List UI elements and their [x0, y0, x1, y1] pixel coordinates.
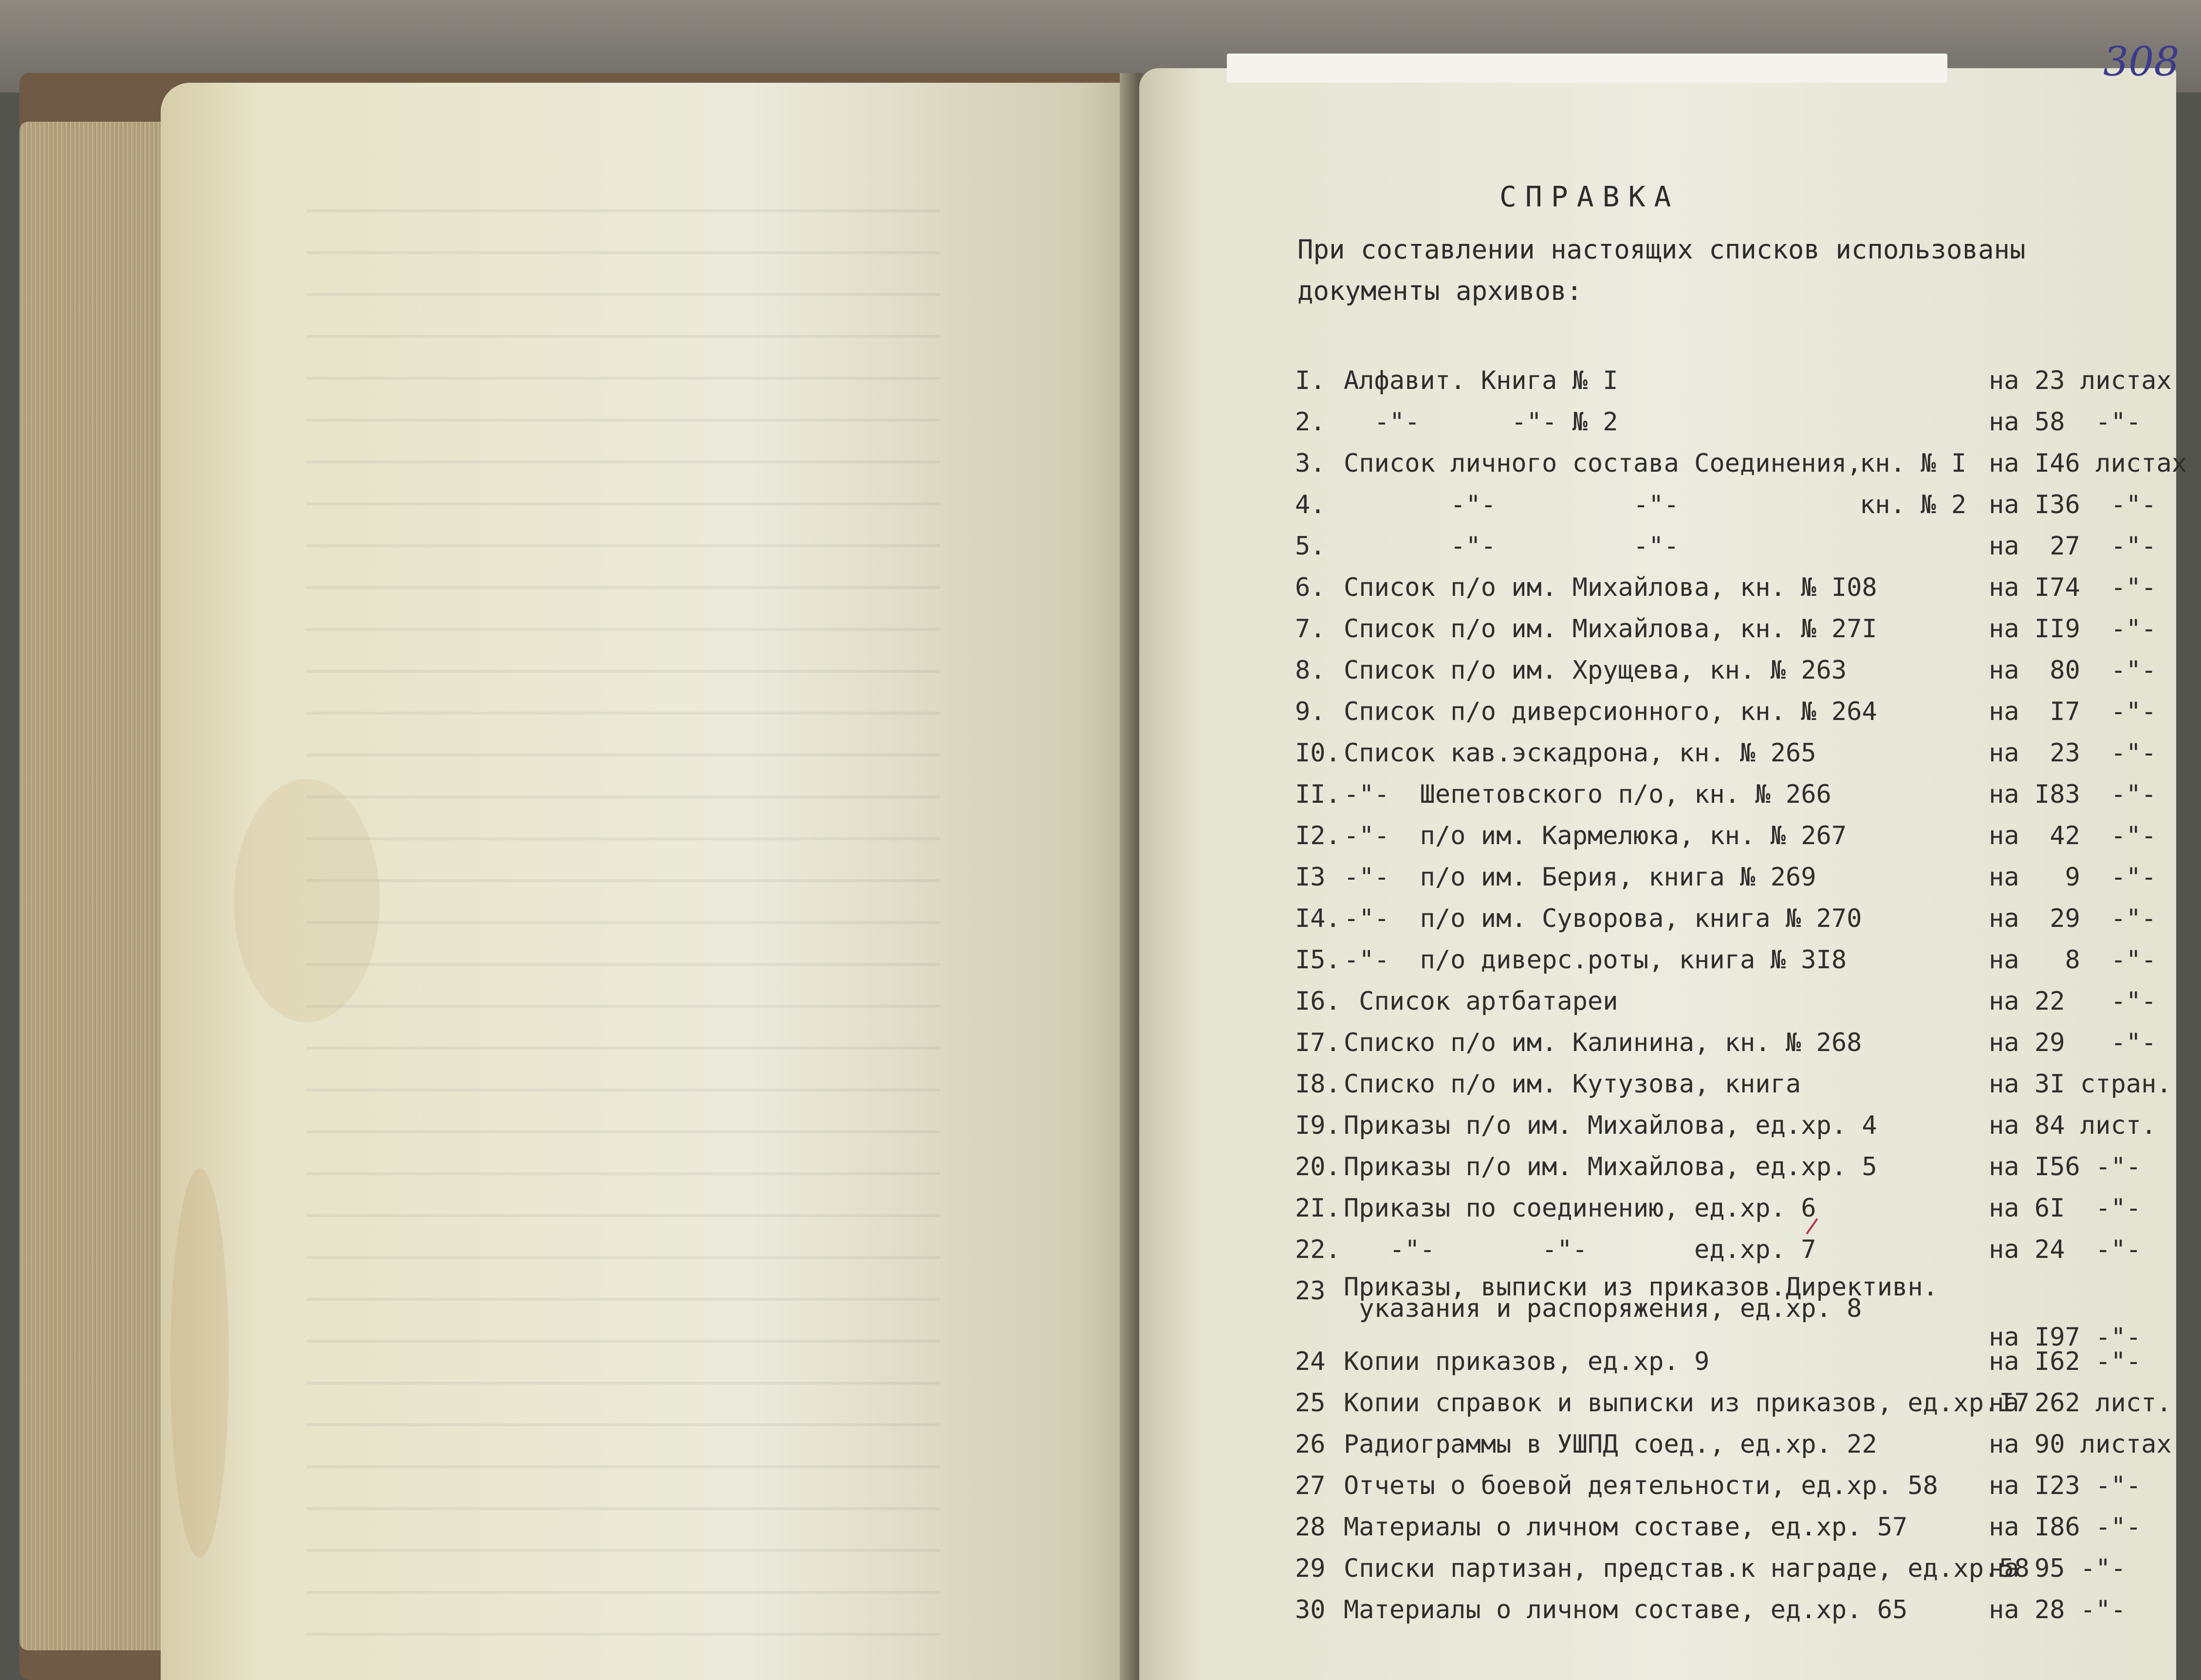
list-item	[1295, 1347, 2201, 1388]
item-sheet-count: на 8 -"-	[1989, 945, 2157, 975]
list-item	[1295, 1152, 2201, 1194]
item-number: 2I.	[1295, 1194, 1341, 1223]
page-stain	[170, 1168, 229, 1558]
item-description: Материалы о личном составе, ед.хр. 57	[1344, 1513, 1908, 1542]
item-number: 3.	[1295, 449, 1326, 478]
item-number: 6.	[1295, 573, 1326, 602]
item-sheet-count: на 23 листах	[1989, 366, 2172, 395]
bleed-through-text	[307, 209, 940, 1670]
list-item	[1295, 945, 2201, 987]
item-number: I9.	[1295, 1111, 1341, 1140]
item-description: -"- -"- № 2	[1344, 407, 1618, 437]
item-sheet-count: на I62 -"-	[1989, 1347, 2142, 1376]
item-number: 5.	[1295, 532, 1326, 561]
item-sheet-count: на 22 -"-	[1989, 987, 2157, 1016]
item-description: Список артбатареи	[1344, 987, 1618, 1016]
item-sheet-count: на I86 -"-	[1989, 1513, 2142, 1542]
item-number: I8.	[1295, 1070, 1341, 1099]
list-item	[1295, 490, 2201, 532]
list-item	[1295, 1111, 2201, 1152]
item-sheet-count: на 27 -"-	[1989, 532, 2157, 561]
list-item	[1295, 1430, 2201, 1471]
item-description: Список п/о им. Михайлова, кн. № I08	[1344, 573, 1877, 602]
item-number: I3	[1295, 863, 1326, 892]
item-description: Списко п/о им. Калинина, кн. № 268	[1344, 1028, 1862, 1057]
item-sheet-count: на 80 -"-	[1989, 656, 2157, 685]
list-item	[1295, 614, 2201, 656]
list-item	[1295, 738, 2201, 780]
item-description: -"- п/о диверс.роты, книга № 3I8	[1344, 945, 1847, 975]
item-number: 29	[1295, 1554, 1326, 1583]
item-number: 25	[1295, 1388, 1326, 1418]
item-description: Приказы п/о им. Михайлова, ед.хр. 5	[1344, 1152, 1877, 1182]
item-sheet-count: на 58 -"-	[1989, 407, 2142, 437]
item-number: 2.	[1295, 407, 1326, 437]
item-description: Список личного состава Соединения,	[1344, 449, 1862, 478]
handwritten-folio-number: 308	[2103, 39, 2180, 85]
item-number: 28	[1295, 1513, 1326, 1542]
item-number: 4.	[1295, 490, 1326, 519]
list-item	[1295, 573, 2201, 614]
item-sheet-count: на 29 -"-	[1989, 1028, 2157, 1057]
item-sheet-count: на I83 -"-	[1989, 780, 2157, 809]
item-sheet-count: на I7 -"-	[1989, 697, 2157, 726]
book-page-edges	[19, 122, 166, 1650]
item-description: -"- -"-	[1344, 532, 1679, 561]
item-sheet-count: на I97 -"-	[1989, 1323, 2142, 1352]
list-item	[1295, 1595, 2201, 1637]
item-description: Копии справок и выписки из приказов, ед.хр.I7	[1344, 1388, 2030, 1418]
item-description: Отчеты о боевой деятельности, ед.хр. 58	[1344, 1471, 1938, 1500]
list-item	[1295, 863, 2201, 904]
item-description: Материалы о личном составе, ед.хр. 65	[1344, 1595, 1908, 1625]
item-number: I6.	[1295, 987, 1341, 1016]
list-item	[1295, 532, 2201, 573]
item-description: Приказы по соединению, ед.хр. 6	[1344, 1194, 1816, 1223]
item-number: I5.	[1295, 945, 1341, 975]
item-description: -"- Шепетовского п/о, кн. № 266	[1344, 780, 1831, 809]
list-item	[1295, 780, 2201, 821]
list-item	[1295, 656, 2201, 697]
list-item	[1295, 1028, 2201, 1070]
list-item	[1295, 821, 2201, 863]
item-number: 7.	[1295, 614, 1326, 644]
list-item	[1295, 449, 2201, 490]
item-number: 27	[1295, 1471, 1326, 1500]
item-number: I4.	[1295, 904, 1341, 933]
list-item	[1295, 904, 2201, 945]
document-title: СПРАВКА	[1499, 180, 1680, 213]
item-description: -"- -"-	[1344, 490, 1679, 519]
list-item	[1295, 1273, 2201, 1352]
item-description: Копии приказов, ед.хр. 9	[1344, 1347, 1710, 1376]
item-sheet-count: на 262 лист.	[1989, 1388, 2172, 1418]
item-book-ref: кн. № 2	[1860, 490, 1967, 519]
item-sheet-count: на I74 -"-	[1989, 573, 2157, 602]
item-sheet-count: на I36 -"-	[1989, 490, 2157, 519]
item-number: 22.	[1295, 1235, 1341, 1264]
item-sheet-count: на 28 -"-	[1989, 1595, 2126, 1625]
item-description: Список п/о диверсионного, кн. № 264	[1344, 697, 1877, 726]
item-sheet-count: на 29 -"-	[1989, 904, 2157, 933]
item-sheet-count: на 24 -"-	[1989, 1235, 2142, 1264]
list-item	[1295, 1471, 2201, 1513]
paper-tab	[1227, 54, 1947, 83]
item-sheet-count: на 42 -"-	[1989, 821, 2157, 850]
list-item	[1295, 1070, 2201, 1111]
item-book-ref: кн. № I	[1860, 449, 1967, 478]
item-number: II.	[1295, 780, 1341, 809]
item-number: 30	[1295, 1595, 1326, 1625]
list-item	[1295, 1388, 2201, 1430]
item-description: -"- -"- ед.хр. 7	[1344, 1235, 1816, 1264]
item-description: -"- п/о им. Суворова, книга № 270	[1344, 904, 1862, 933]
item-description: Списко п/о им. Кутузова, книга	[1344, 1070, 1801, 1099]
item-description: -"- п/о им. Берия, книга № 269	[1344, 863, 1816, 892]
item-description: Приказы п/о им. Михайлова, ед.хр. 4	[1344, 1111, 1877, 1140]
item-sheet-count: на 84 лист.	[1989, 1111, 2157, 1140]
item-description: Приказы, выписки из приказов.Директивн. указания и распоряжения, ед.хр. 8	[1344, 1273, 1938, 1323]
list-item	[1295, 366, 2201, 407]
item-number: 8.	[1295, 656, 1326, 685]
item-description: Радиограммы в УШПД соед., ед.хр. 22	[1344, 1430, 1877, 1459]
page-stain	[234, 779, 380, 1022]
list-item	[1295, 407, 2201, 449]
item-number: 20.	[1295, 1152, 1341, 1182]
item-sheet-count: на 23 -"-	[1989, 738, 2157, 768]
item-number: I2.	[1295, 821, 1341, 850]
item-number: 23	[1295, 1276, 1326, 1306]
item-sheet-count: на II9 -"-	[1989, 614, 2157, 644]
item-description: Алфавит. Книга № I	[1344, 366, 1618, 395]
item-number: I0.	[1295, 738, 1341, 768]
item-sheet-count: на 3I стран.	[1989, 1070, 2172, 1099]
list-item	[1295, 697, 2201, 738]
item-sheet-count: на 9 -"-	[1989, 863, 2157, 892]
list-item	[1295, 1235, 2201, 1276]
item-sheet-count: на I46 листах	[1989, 449, 2187, 478]
item-description: Списки партизан, представ.к награде, ед.хр.58	[1344, 1554, 2030, 1583]
archive-documents-list	[1295, 366, 2201, 1637]
list-item	[1295, 987, 2201, 1028]
item-description: -"- п/о им. Кармелюка, кн. № 267	[1344, 821, 1847, 850]
item-description: Список п/о им. Михайлова, кн. № 27I	[1344, 614, 1877, 644]
item-description: Список п/о им. Хрущева, кн. № 263	[1344, 656, 1847, 685]
item-sheet-count: на I56 -"-	[1989, 1152, 2142, 1182]
item-sheet-count: на 90 листах	[1989, 1430, 2172, 1459]
item-number: 9.	[1295, 697, 1326, 726]
item-number: I7.	[1295, 1028, 1341, 1057]
intro-paragraph: При составлении настоящих списков использованы документы архивов:	[1297, 234, 2026, 306]
list-item	[1295, 1554, 2201, 1595]
item-number: 26	[1295, 1430, 1326, 1459]
item-number: I.	[1295, 366, 1326, 395]
item-sheet-count: на 95 -"-	[1989, 1554, 2126, 1583]
item-description: Список кав.эскадрона, кн. № 265	[1344, 738, 1816, 768]
list-item	[1295, 1194, 2201, 1235]
item-number: 24	[1295, 1347, 1326, 1376]
item-sheet-count: на 6I -"-	[1989, 1194, 2142, 1223]
item-sheet-count: на I23 -"-	[1989, 1471, 2142, 1500]
list-item	[1295, 1513, 2201, 1554]
